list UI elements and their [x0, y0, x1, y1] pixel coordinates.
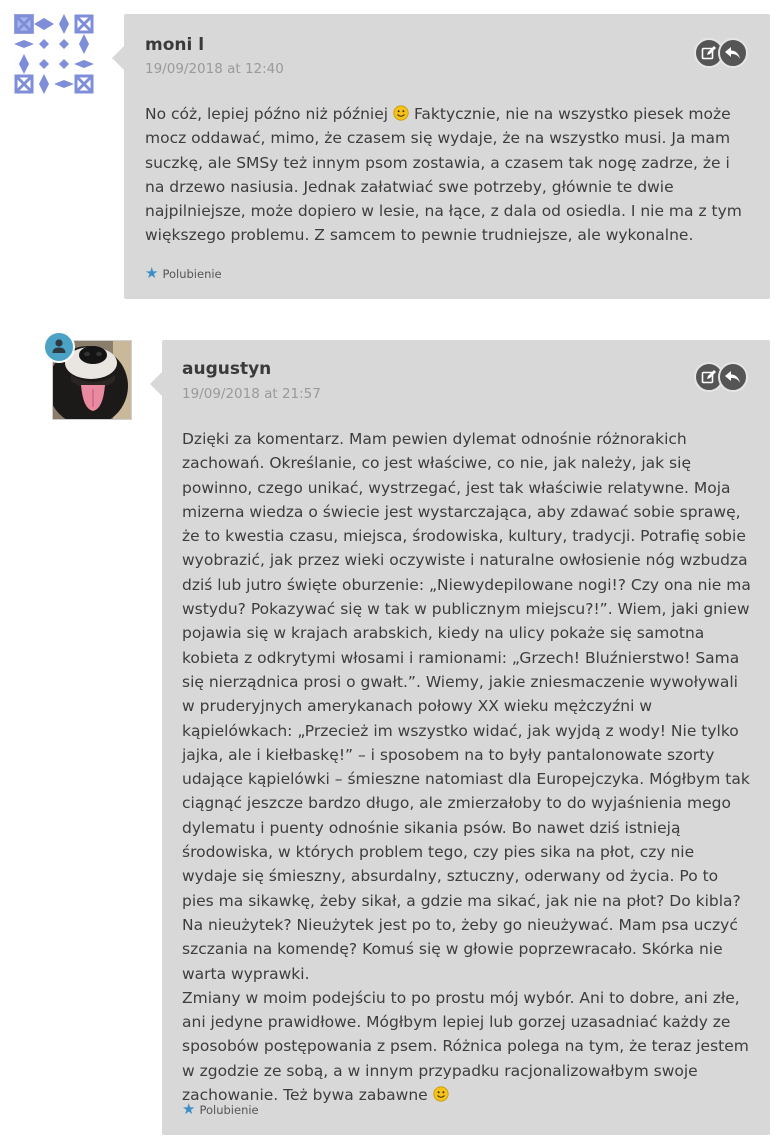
comment-paragraph: Dzięki za komentarz. Mam pewien dylemat odnośnie różnorakich zachowań. Określanie, co jest właściwe, co nie, jak należy, jak się powinno, czego unikać, wystrzegać, jest tak właściwie relatywne. Moja mizerna wiedza o świecie jest wystarczająca, aby zdawać sobie sprawę, że to kwestia czasu, miejsca, środowiska, kultury, tradycji. Potrafię sobie wyobrazić, jak przez wieki oczywiste i naturalne owłosienie nóg wzbudza dziś lub jutro święte oburzenie: „Niewydepilowane nogi!? Czy ona nie ma wstydu? Pokazywać się w tak w publicznym miejscu?!”. Wiem, jaki gniew pojawia się w krajach arabskich, kiedy na ulicy pokaże się samotna kobieta z odkrytymi włosami i ramionami: „Grzech! Bluźnierstwo! Sama się nierządnica prosi o gwałt.”. Wiemy, jakie zniesmaczenie wywoływali w pruderyjnych amerykanach połowy XX wieku mężczyźni w kąpielówkach: „Przecież im wszystko widać, jak wyjdą z wody! Nie tylko jajka, ale i kiełbaskę!” – i sposobem na to były pantalonowate szorty udające kąpielówki – śmieszne natomiast dla Europejczyka. Mógłbym tak ciągnąć jeszcze bardzo długo, ale zmierzałoby to do wyjaśnienia mego dylematu i puenty odnośnie sikania psów. Bo nawet dziś istnieją środowiska, w których problem tego, czy pies sika na płot, czy nie wydaje się śmieszny, absurdalny, sztuczny, oderwany od życia. Po to pies ma sikawkę, żeby sikał, a gdzie ma sikać, jak nie na płot? Do kibla? Na nieużytek? Nieużytek jest po to, żeby go nieużywać. Mam psa uczyć szczania na komendę? Komuś się w głowie poprzewracało. Skórka nie warta wyprawki.	[182, 430, 751, 983]
reply-icon	[724, 45, 742, 61]
reply-icon	[724, 369, 742, 385]
comment-actions	[694, 38, 748, 68]
identicon-avatar[interactable]	[14, 14, 94, 94]
comment-body	[182, 427, 754, 1107]
comment-paragraph: Zmiany w moim podejściu to po prostu mój wybór. Ani to dobre, ani złe, ani jedyne prawidłowe. Mógłbym lepiej lub gorzej uzasadniać każdy ze sposobów postępowania z psem. Różnica polega na tym, że teraz jestem w zgodzie ze sobą, a w innym przypadku racjonalizowałbym swoje zachowanie. Też bywa zabawne	[182, 988, 749, 1105]
edit-icon	[701, 369, 717, 385]
like-button[interactable]	[145, 266, 222, 281]
star-icon: ★	[182, 1100, 196, 1118]
reply-button[interactable]	[718, 38, 748, 68]
user-icon	[45, 333, 73, 361]
reply-comment-bubble	[162, 340, 770, 1135]
comment-author[interactable]: augustyn	[182, 359, 272, 379]
comment-date[interactable]: 19/09/2018 at 21:57	[182, 386, 321, 402]
comment-bubble	[124, 14, 770, 299]
comment-body-text: No cóż, lepiej późno niż później	[145, 105, 389, 123]
comment-author[interactable]: moni l	[145, 35, 205, 55]
star-icon: ★	[145, 264, 159, 282]
comment-body-text-continued: Faktycznie, nie na wszystko piesek może mocz oddawać, mimo, że czasem się wydaje, że na wszystko musi. Ja mam suczkę, ale SMSy też innym psom zostawia, a czasem tak nogę zadrze, że i na drzewo nasiusia. Jednak załatwiać swe potrzeby, głównie te dwie najpilniejsze, może dopiero w lesie, na łące, z dala od osiedla. I nie ma z tym większego problemu. Z samcem to pewnie trudniejsze, ale wykonalne.	[145, 105, 742, 245]
like-label: Polubienie	[199, 1102, 259, 1117]
comment-date[interactable]: 19/09/2018 at 12:40	[145, 61, 284, 77]
smiley-emoji-icon	[433, 1086, 449, 1102]
comment-actions	[694, 362, 748, 392]
reply-button[interactable]	[718, 362, 748, 392]
comment-body	[145, 102, 745, 248]
like-label: Polubienie	[162, 266, 222, 281]
user-badge	[43, 331, 75, 363]
smiley-emoji-icon	[393, 105, 409, 121]
like-button[interactable]	[182, 1102, 259, 1117]
edit-icon	[701, 45, 717, 61]
